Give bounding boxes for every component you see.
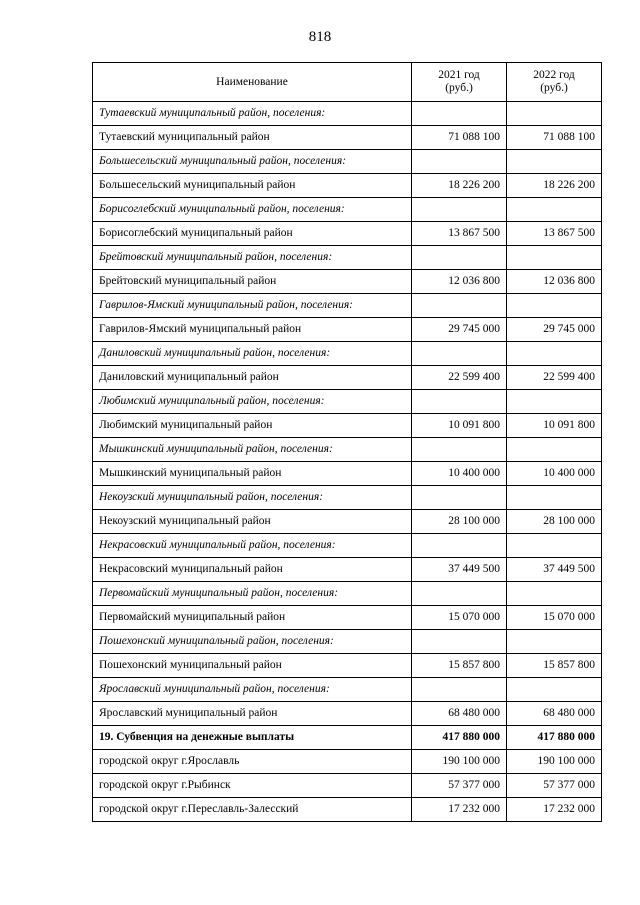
column-header-2022-year: 2022 год <box>533 69 575 81</box>
table-section-row <box>93 102 602 126</box>
table-row <box>93 510 602 534</box>
table-section-row <box>93 534 602 558</box>
table-section-row <box>93 198 602 222</box>
cell-name: Ярославский муниципальный район, поселения: <box>93 678 412 702</box>
cell-2021: 190 100 000 <box>412 750 507 774</box>
table-body <box>93 102 602 822</box>
cell-name: Мышкинский муниципальный район <box>93 462 412 486</box>
cell-2022: 15 070 000 <box>507 606 602 630</box>
table-row <box>93 366 602 390</box>
cell-2021 <box>412 390 507 414</box>
table-section-row <box>93 486 602 510</box>
cell-2021 <box>412 630 507 654</box>
table-section-row <box>93 150 602 174</box>
table-total-row <box>93 726 602 750</box>
cell-2021: 57 377 000 <box>412 774 507 798</box>
table-row <box>93 270 602 294</box>
cell-name: Большесельский муниципальный район, поселения: <box>93 150 412 174</box>
table-row <box>93 750 602 774</box>
cell-name: Борисоглебский муниципальный район, поселения: <box>93 198 412 222</box>
cell-2021 <box>412 102 507 126</box>
cell-2021: 10 400 000 <box>412 462 507 486</box>
cell-2022 <box>507 582 602 606</box>
cell-name: Борисоглебский муниципальный район <box>93 222 412 246</box>
cell-2022: 13 867 500 <box>507 222 602 246</box>
cell-name: Любимский муниципальный район <box>93 414 412 438</box>
cell-2022 <box>507 678 602 702</box>
column-header-2021 <box>412 63 507 102</box>
cell-2022 <box>507 486 602 510</box>
cell-2022 <box>507 342 602 366</box>
cell-name: Тутаевский муниципальный район, поселения: <box>93 102 412 126</box>
cell-2021: 15 070 000 <box>412 606 507 630</box>
table-row <box>93 462 602 486</box>
table-row <box>93 414 602 438</box>
cell-2022 <box>507 198 602 222</box>
cell-2021: 28 100 000 <box>412 510 507 534</box>
table-header-row <box>93 63 602 102</box>
cell-2022: 190 100 000 <box>507 750 602 774</box>
cell-name: городской округ г.Ярославль <box>93 750 412 774</box>
cell-2021: 37 449 500 <box>412 558 507 582</box>
cell-name: Даниловский муниципальный район, поселения: <box>93 342 412 366</box>
cell-2021: 29 745 000 <box>412 318 507 342</box>
cell-2021 <box>412 678 507 702</box>
cell-2022: 15 857 800 <box>507 654 602 678</box>
table-section-row <box>93 582 602 606</box>
cell-2021 <box>412 486 507 510</box>
column-header-name: Наименование <box>93 63 412 102</box>
table-section-row <box>93 390 602 414</box>
cell-2022 <box>507 630 602 654</box>
cell-name: Мышкинский муниципальный район, поселения: <box>93 438 412 462</box>
cell-2022: 57 377 000 <box>507 774 602 798</box>
page-number: 818 <box>308 29 332 45</box>
cell-2022 <box>507 534 602 558</box>
cell-name: Некрасовский муниципальный район <box>93 558 412 582</box>
cell-name: Первомайский муниципальный район <box>93 606 412 630</box>
column-header-2021-unit: (руб.) <box>445 82 473 94</box>
cell-name: Некоузский муниципальный район <box>93 510 412 534</box>
cell-2021 <box>412 294 507 318</box>
cell-name: Гаврилов-Ямский муниципальный район, поселения: <box>93 294 412 318</box>
column-header-2022-unit: (руб.) <box>540 82 568 94</box>
cell-name: Первомайский муниципальный район, поселения: <box>93 582 412 606</box>
cell-name: Некоузский муниципальный район, поселения: <box>93 486 412 510</box>
cell-2021 <box>412 342 507 366</box>
cell-name: Гаврилов-Ямский муниципальный район <box>93 318 412 342</box>
cell-name: Даниловский муниципальный район <box>93 366 412 390</box>
cell-2021 <box>412 438 507 462</box>
cell-name: Некрасовский муниципальный район, поселения: <box>93 534 412 558</box>
cell-2022: 10 091 800 <box>507 414 602 438</box>
table-section-row <box>93 246 602 270</box>
cell-2021 <box>412 150 507 174</box>
cell-name: Любимский муниципальный район, поселения: <box>93 390 412 414</box>
table-row <box>93 558 602 582</box>
table-row <box>93 126 602 150</box>
cell-2022 <box>507 438 602 462</box>
cell-2022: 18 226 200 <box>507 174 602 198</box>
cell-2021: 18 226 200 <box>412 174 507 198</box>
table-row <box>93 174 602 198</box>
cell-2021: 22 599 400 <box>412 366 507 390</box>
cell-2022: 10 400 000 <box>507 462 602 486</box>
cell-name: 19. Субвенция на денежные выплаты <box>93 726 412 750</box>
table-row <box>93 318 602 342</box>
cell-name: Ярославский муниципальный район <box>93 702 412 726</box>
cell-2022: 37 449 500 <box>507 558 602 582</box>
cell-name: Брейтовский муниципальный район <box>93 270 412 294</box>
cell-2022: 28 100 000 <box>507 510 602 534</box>
cell-2021: 10 091 800 <box>412 414 507 438</box>
cell-2021: 68 480 000 <box>412 702 507 726</box>
cell-2022: 12 036 800 <box>507 270 602 294</box>
table-section-row <box>93 342 602 366</box>
table-section-row <box>93 630 602 654</box>
cell-2021 <box>412 534 507 558</box>
cell-2022: 17 232 000 <box>507 798 602 822</box>
cell-name: Тутаевский муниципальный район <box>93 126 412 150</box>
table-section-row <box>93 438 602 462</box>
table-row <box>93 606 602 630</box>
cell-name: городской округ г.Рыбинск <box>93 774 412 798</box>
table-row <box>93 798 602 822</box>
table-row <box>93 654 602 678</box>
cell-2022: 71 088 100 <box>507 126 602 150</box>
cell-2022: 417 880 000 <box>507 726 602 750</box>
cell-2022: 68 480 000 <box>507 702 602 726</box>
cell-2021: 417 880 000 <box>412 726 507 750</box>
column-header-2021-year: 2021 год <box>438 69 480 81</box>
cell-2022 <box>507 150 602 174</box>
cell-2021: 15 857 800 <box>412 654 507 678</box>
cell-2021 <box>412 198 507 222</box>
cell-2021: 17 232 000 <box>412 798 507 822</box>
budget-table <box>92 62 602 822</box>
cell-name: Большесельский муниципальный район <box>93 174 412 198</box>
cell-name: Брейтовский муниципальный район, поселения: <box>93 246 412 270</box>
table-row <box>93 774 602 798</box>
table-row <box>93 222 602 246</box>
table-section-row <box>93 678 602 702</box>
cell-2021: 12 036 800 <box>412 270 507 294</box>
cell-name: городской округ г.Переславль-Залесский <box>93 798 412 822</box>
cell-2021: 71 088 100 <box>412 126 507 150</box>
table-row <box>93 702 602 726</box>
cell-2022 <box>507 102 602 126</box>
cell-2021 <box>412 582 507 606</box>
cell-2022 <box>507 294 602 318</box>
cell-2022 <box>507 246 602 270</box>
cell-2021: 13 867 500 <box>412 222 507 246</box>
table-section-row <box>93 294 602 318</box>
cell-name: Пошехонский муниципальный район <box>93 654 412 678</box>
cell-2022 <box>507 390 602 414</box>
cell-2022: 29 745 000 <box>507 318 602 342</box>
cell-2022: 22 599 400 <box>507 366 602 390</box>
cell-2021 <box>412 246 507 270</box>
cell-name: Пошехонский муниципальный район, поселения: <box>93 630 412 654</box>
column-header-2022 <box>507 63 602 102</box>
